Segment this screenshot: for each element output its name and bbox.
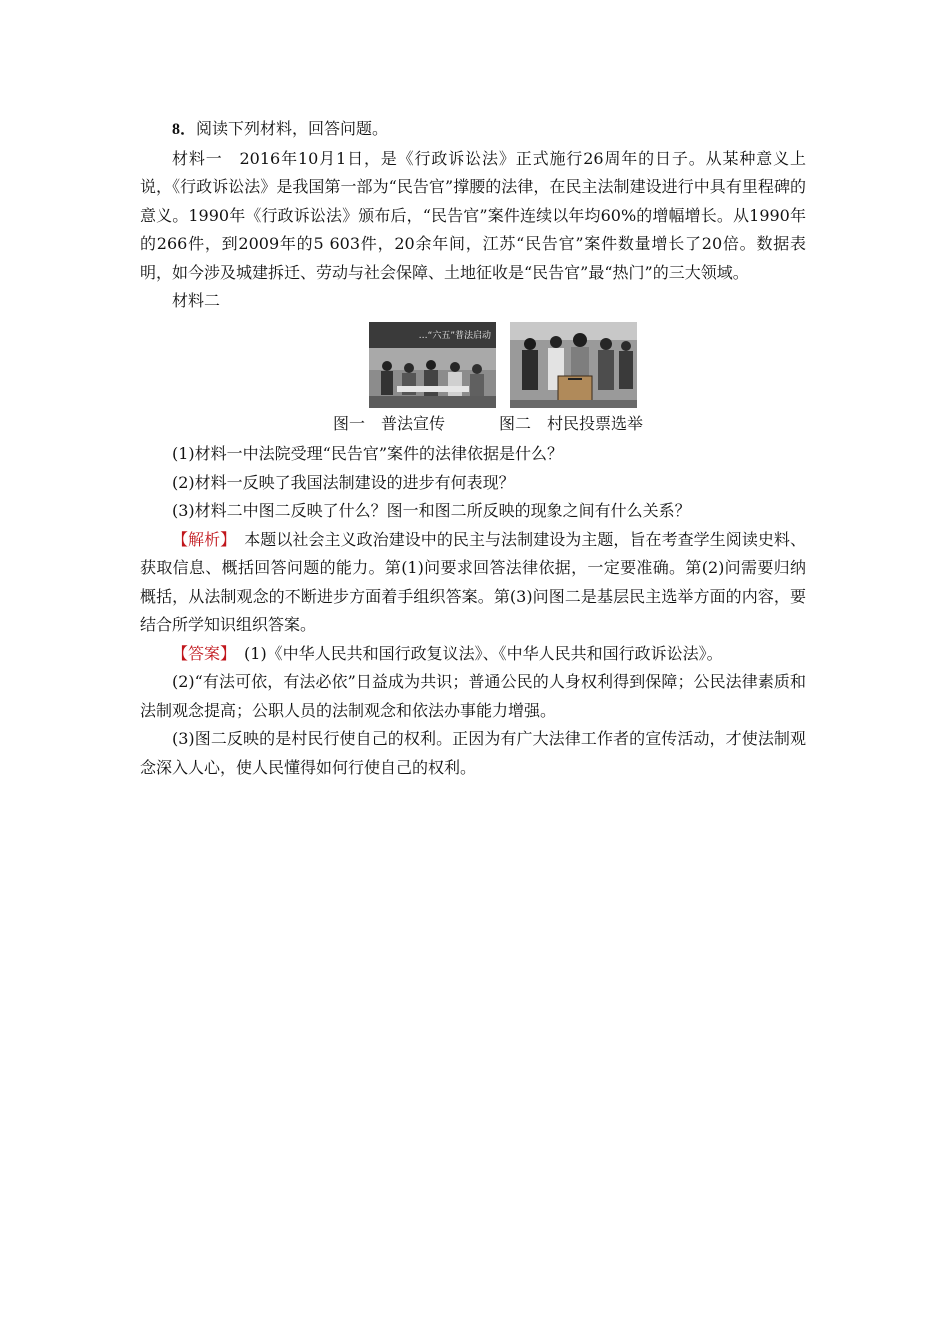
subquestion-3: (3)材料二中图二反映了什么？图一和图二所反映的现象之间有什么关系？ bbox=[172, 501, 691, 520]
answer-tag: 【答案】 bbox=[172, 643, 229, 663]
figure-one-photo bbox=[369, 322, 496, 408]
material-two-label: 材料二 bbox=[172, 291, 221, 310]
material-one-label: 材料一 bbox=[172, 148, 223, 168]
material-one bbox=[140, 145, 806, 288]
figure-two-caption: 图二 村民投票选举 bbox=[499, 413, 644, 433]
question-block bbox=[140, 115, 806, 782]
material-one-text: 2016年10月1日，是《行政诉讼法》正式施行26周年的日子。从某种意义上说，《行政诉讼法》是我国第一部为“民告官”撑腰的法律，在民主法制建设进行中具有里程碑的意义。1990年《行政诉讼法》颁布后，“民告官”案件连续以年均60%的增幅增长。从1990年的266件，到2009年的5 603件，20余年间，江苏“民告官”案件数量增长了20倍。数据表明，如今涉及城建拆迁、劳动与社会保障、土地征收是“民告官”最“热门”的三大领域。 bbox=[140, 148, 806, 282]
figure-one-banner-text: …“六五”普法启动 bbox=[418, 330, 491, 341]
question-header bbox=[140, 115, 806, 145]
subquestion-1: (1)材料一中法院受理“民告官”案件的法律依据是什么？ bbox=[172, 444, 564, 463]
analysis-text: 本题以社会主义政治建设中的民主与法制建设为主题，旨在考查学生阅读史料、获取信息、概括回答问题的能力。第(1)问要求回答法律依据，一定要准确。第(2)问需要归纳概括，从法制观念的不断进步方面着手组织答案。第(3)问图二是基层民主选举方面的内容，要结合所学知识组织答案。 bbox=[140, 529, 806, 634]
subquestion-2: (2)材料一反映了我国法制建设的进步有何表现？ bbox=[172, 472, 515, 492]
material-two-figures bbox=[140, 322, 806, 408]
question-prompt: 阅读下列材料，回答问题。 bbox=[196, 119, 389, 138]
question-number: 8． bbox=[172, 121, 197, 138]
figure-captions bbox=[140, 410, 806, 439]
analysis-paragraph bbox=[140, 526, 806, 640]
answer-paragraph-1 bbox=[140, 640, 806, 669]
analysis-tag: 【解析】 bbox=[172, 529, 229, 549]
answer-paragraph-3: (3)图二反映的是村民行使自己的权利。正因为有广大法律工作者的宣传活动，才使法制观念深入人心，使人民懂得如何行使自己的权利。 bbox=[140, 729, 806, 777]
answer-paragraph-2: (2)“有法可依，有法必依”日益成为共识；普通公民的人身权利得到保障；公民法律素质和法制观念提高；公职人员的法制观念和依法办事能力增强。 bbox=[140, 672, 806, 720]
legal-promotion-photo-icon bbox=[369, 322, 496, 408]
figure-one-caption: 图一 普法宣传 bbox=[332, 413, 445, 433]
answer-text-1: (1)《中华人民共和国行政复议法》、《中华人民共和国行政诉讼法》。 bbox=[228, 643, 723, 663]
figure-two-photo bbox=[510, 322, 637, 408]
village-voting-photo-icon bbox=[510, 322, 637, 408]
